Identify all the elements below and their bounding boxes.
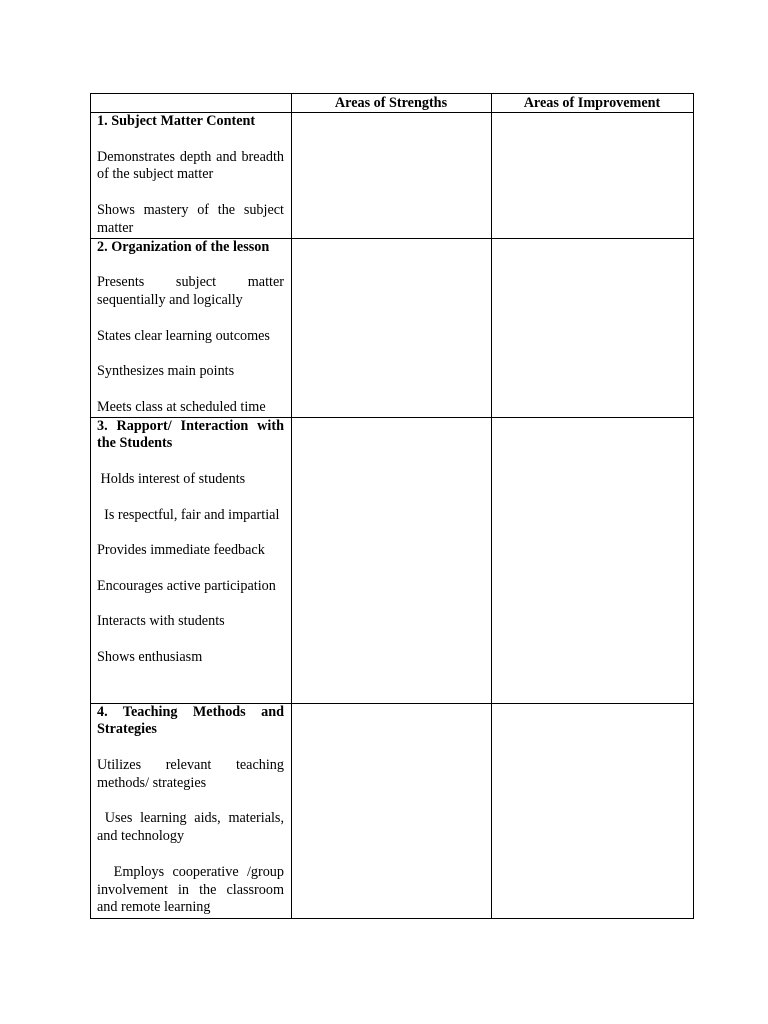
criterion-item: Provides immediate feedback: [97, 542, 265, 559]
criterion-item: Uses learning aids, materials, and technology: [97, 810, 288, 845]
criterion-item: Shows enthusiasm: [97, 648, 203, 665]
evaluation-table: [90, 93, 694, 919]
strengths-cell[interactable]: [292, 113, 492, 239]
section-title: 3. Rapport/ Interaction with the Students: [97, 417, 284, 452]
criterion-item: Presents subject matter sequentially and logically: [97, 274, 284, 308]
criterion-item: Meets class at scheduled time: [97, 398, 266, 415]
criteria-cell: [91, 417, 292, 703]
criterion-item: Is respectful, fair and impartial: [97, 506, 280, 523]
section-row-teaching-methods: [91, 703, 694, 918]
improvement-cell[interactable]: [492, 238, 694, 417]
header-strengths: Areas of Strengths: [292, 94, 492, 113]
header-criteria: [91, 94, 292, 113]
strengths-cell[interactable]: [292, 238, 492, 417]
criterion-item: Employs cooperative /group involvement in the classroom and remote learning: [97, 863, 288, 916]
criterion-item: Encourages active participation: [97, 577, 276, 594]
section-title: 2. Organization of the lesson: [97, 238, 270, 255]
criterion-item: Shows mastery of the subject matter: [97, 201, 284, 236]
improvement-cell[interactable]: [492, 417, 694, 703]
criterion-item: Interacts with students: [97, 613, 225, 630]
criterion-item: Utilizes relevant teaching methods/ strategies: [97, 756, 284, 791]
section-row-rapport: [91, 417, 694, 703]
section-row-subject-matter: [91, 113, 694, 239]
section-title: 4. Teaching Methods and Strategies: [97, 703, 284, 738]
criteria-cell: [91, 238, 292, 417]
section-title: 1. Subject Matter Content: [97, 113, 256, 129]
section-row-organization: [91, 238, 694, 417]
criteria-cell: [91, 703, 292, 918]
criterion-item: States clear learning outcomes: [97, 327, 270, 344]
header-improvement: Areas of Improvement: [492, 94, 694, 113]
criterion-item: Holds interest of students: [97, 470, 246, 487]
criterion-item: Synthesizes main points: [97, 363, 235, 380]
improvement-cell[interactable]: [492, 113, 694, 239]
strengths-cell[interactable]: [292, 417, 492, 703]
header-row: [91, 94, 694, 113]
improvement-cell[interactable]: [492, 703, 694, 918]
strengths-cell[interactable]: [292, 703, 492, 918]
criteria-cell: [91, 113, 292, 239]
criterion-item: Demonstrates depth and breadth of the subject matter: [97, 148, 284, 183]
